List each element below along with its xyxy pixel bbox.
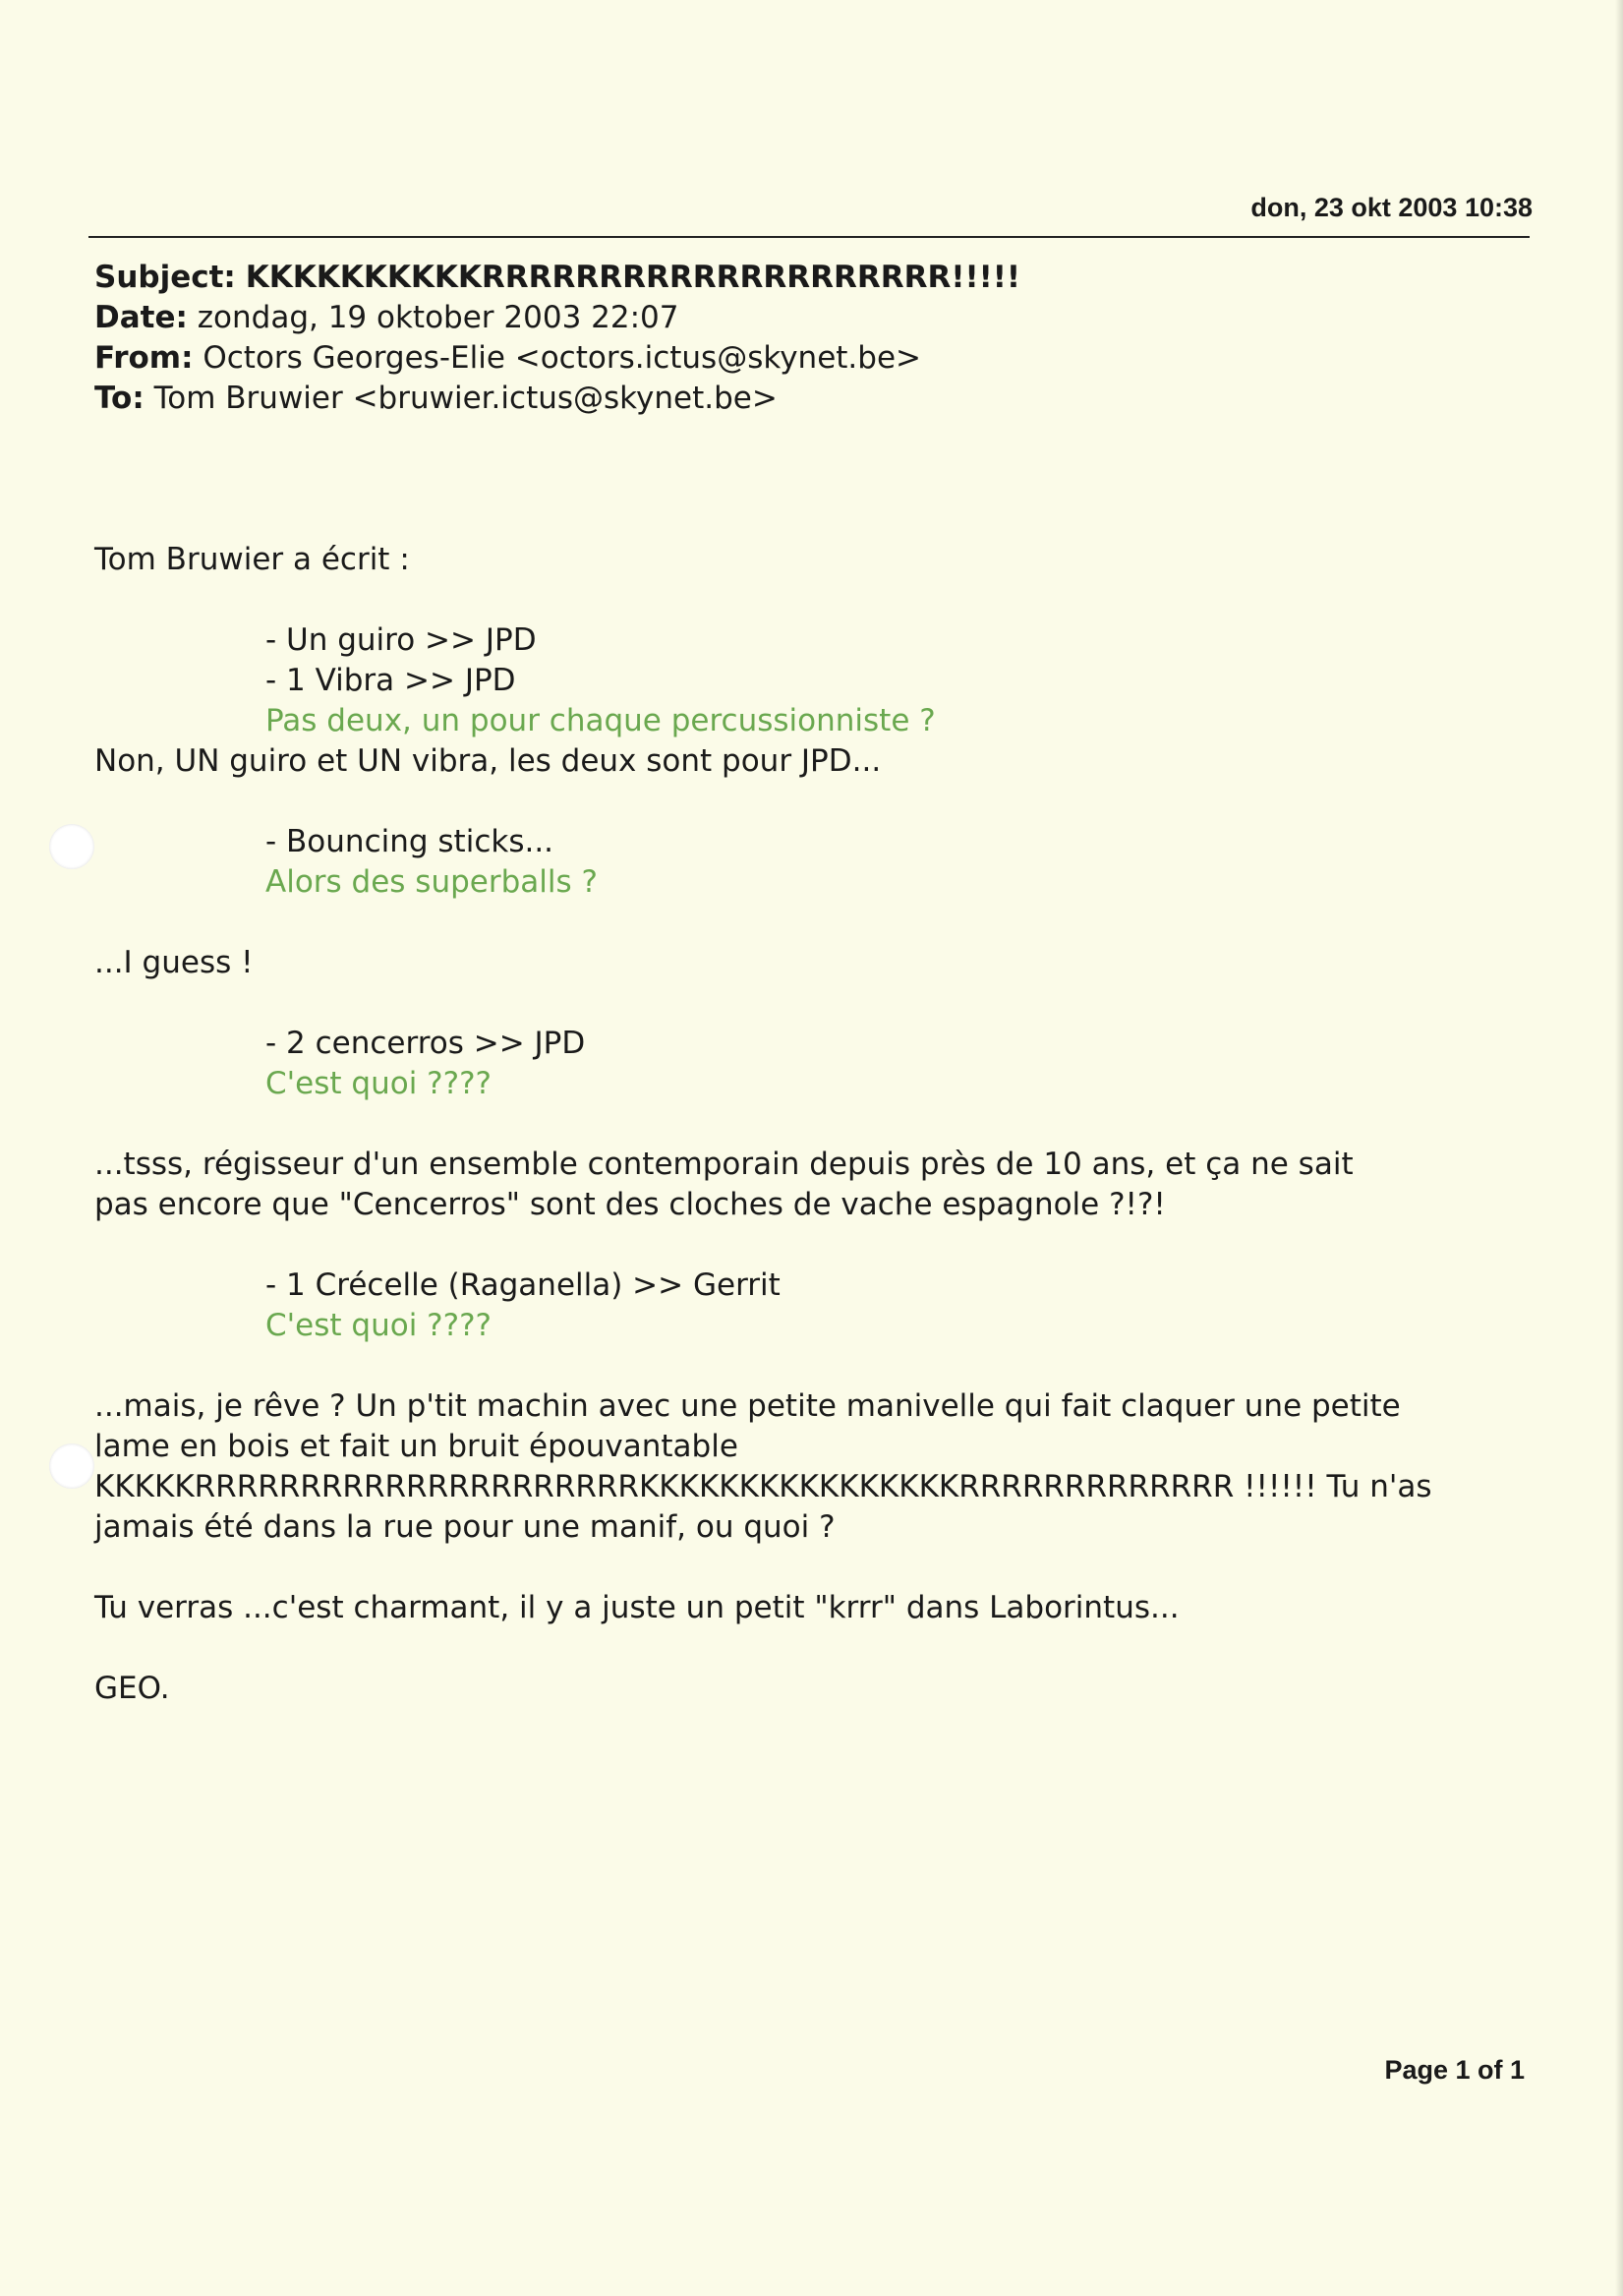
- quoted-reply: Pas deux, un pour chaque percussionniste ?: [265, 703, 936, 738]
- quoted-reply: C'est quoi ????: [265, 1066, 492, 1101]
- print-date: don, 23 okt 2003 10:38: [1250, 193, 1533, 222]
- from-label: From:: [94, 340, 194, 376]
- reply-line: jamais été dans la rue pour une manif, ou quoi ?: [94, 1509, 836, 1545]
- punch-hole: [49, 824, 94, 869]
- email-headers: [94, 258, 1020, 419]
- from-row: [94, 338, 1020, 379]
- reply-line: Tu verras ...c'est charmant, il y a juste un petit "krrr" dans Laborintus...: [94, 1590, 1180, 1625]
- signature: GEO.: [94, 1671, 170, 1706]
- quoted-line: - 2 cencerros >> JPD: [265, 1026, 586, 1061]
- quoted-line: - Un guiro >> JPD: [265, 622, 537, 658]
- date-value: zondag, 19 oktober 2003 22:07: [197, 300, 679, 335]
- subject-row: [94, 258, 1020, 298]
- email-body: [94, 540, 1530, 1709]
- reply-line: Non, UN guiro et UN vibra, les deux sont pour JPD...: [94, 743, 882, 779]
- header-rule: [88, 236, 1530, 238]
- reply-line: pas encore que "Cencerros" sont des cloches de vache espagnole ?!?!: [94, 1187, 1166, 1222]
- page-number: Page 1 of 1: [1384, 2055, 1525, 2085]
- quoted-line: - 1 Crécelle (Raganella) >> Gerrit: [265, 1267, 781, 1303]
- to-label: To:: [94, 381, 145, 416]
- subject-label: Subject:: [94, 260, 236, 295]
- reply-line: lame en bois et fait un bruit épouvantable: [94, 1429, 738, 1464]
- to-value: Tom Bruwier <bruwier.ictus@skynet.be>: [153, 381, 778, 416]
- reply-line: ...tsss, régisseur d'un ensemble contemporain depuis près de 10 ans, et ça ne sait: [94, 1147, 1354, 1182]
- reply-line: ...I guess !: [94, 945, 254, 980]
- quoted-reply: Alors des superballs ?: [265, 864, 598, 900]
- date-row: [94, 298, 1020, 338]
- reply-line: ...mais, je rêve ? Un p'tit machin avec une petite manivelle qui fait claquer une petite: [94, 1388, 1401, 1424]
- quoted-reply: C'est quoi ????: [265, 1308, 492, 1343]
- subject-value: KKKKKKKKKKRRRRRRRRRRRRRRRRRRRR!!!!!: [245, 260, 1021, 295]
- quoted-line: - Bouncing sticks...: [265, 824, 554, 859]
- date-label: Date:: [94, 300, 188, 335]
- quoted-line: - 1 Vibra >> JPD: [265, 663, 516, 698]
- from-value: Octors Georges-Elie <octors.ictus@skynet.be>: [203, 340, 922, 376]
- body-intro: Tom Bruwier a écrit :: [94, 542, 410, 577]
- to-row: [94, 379, 1020, 419]
- punch-hole: [49, 1443, 94, 1489]
- page-edge-shadow: [1615, 0, 1623, 2296]
- reply-line: KKKKKRRRRRRRRRRRRRRRRRRRRRKKKKKKKKKKKKKKKKRRRRRRRRRRRRR !!!!!! Tu n'as: [94, 1469, 1432, 1504]
